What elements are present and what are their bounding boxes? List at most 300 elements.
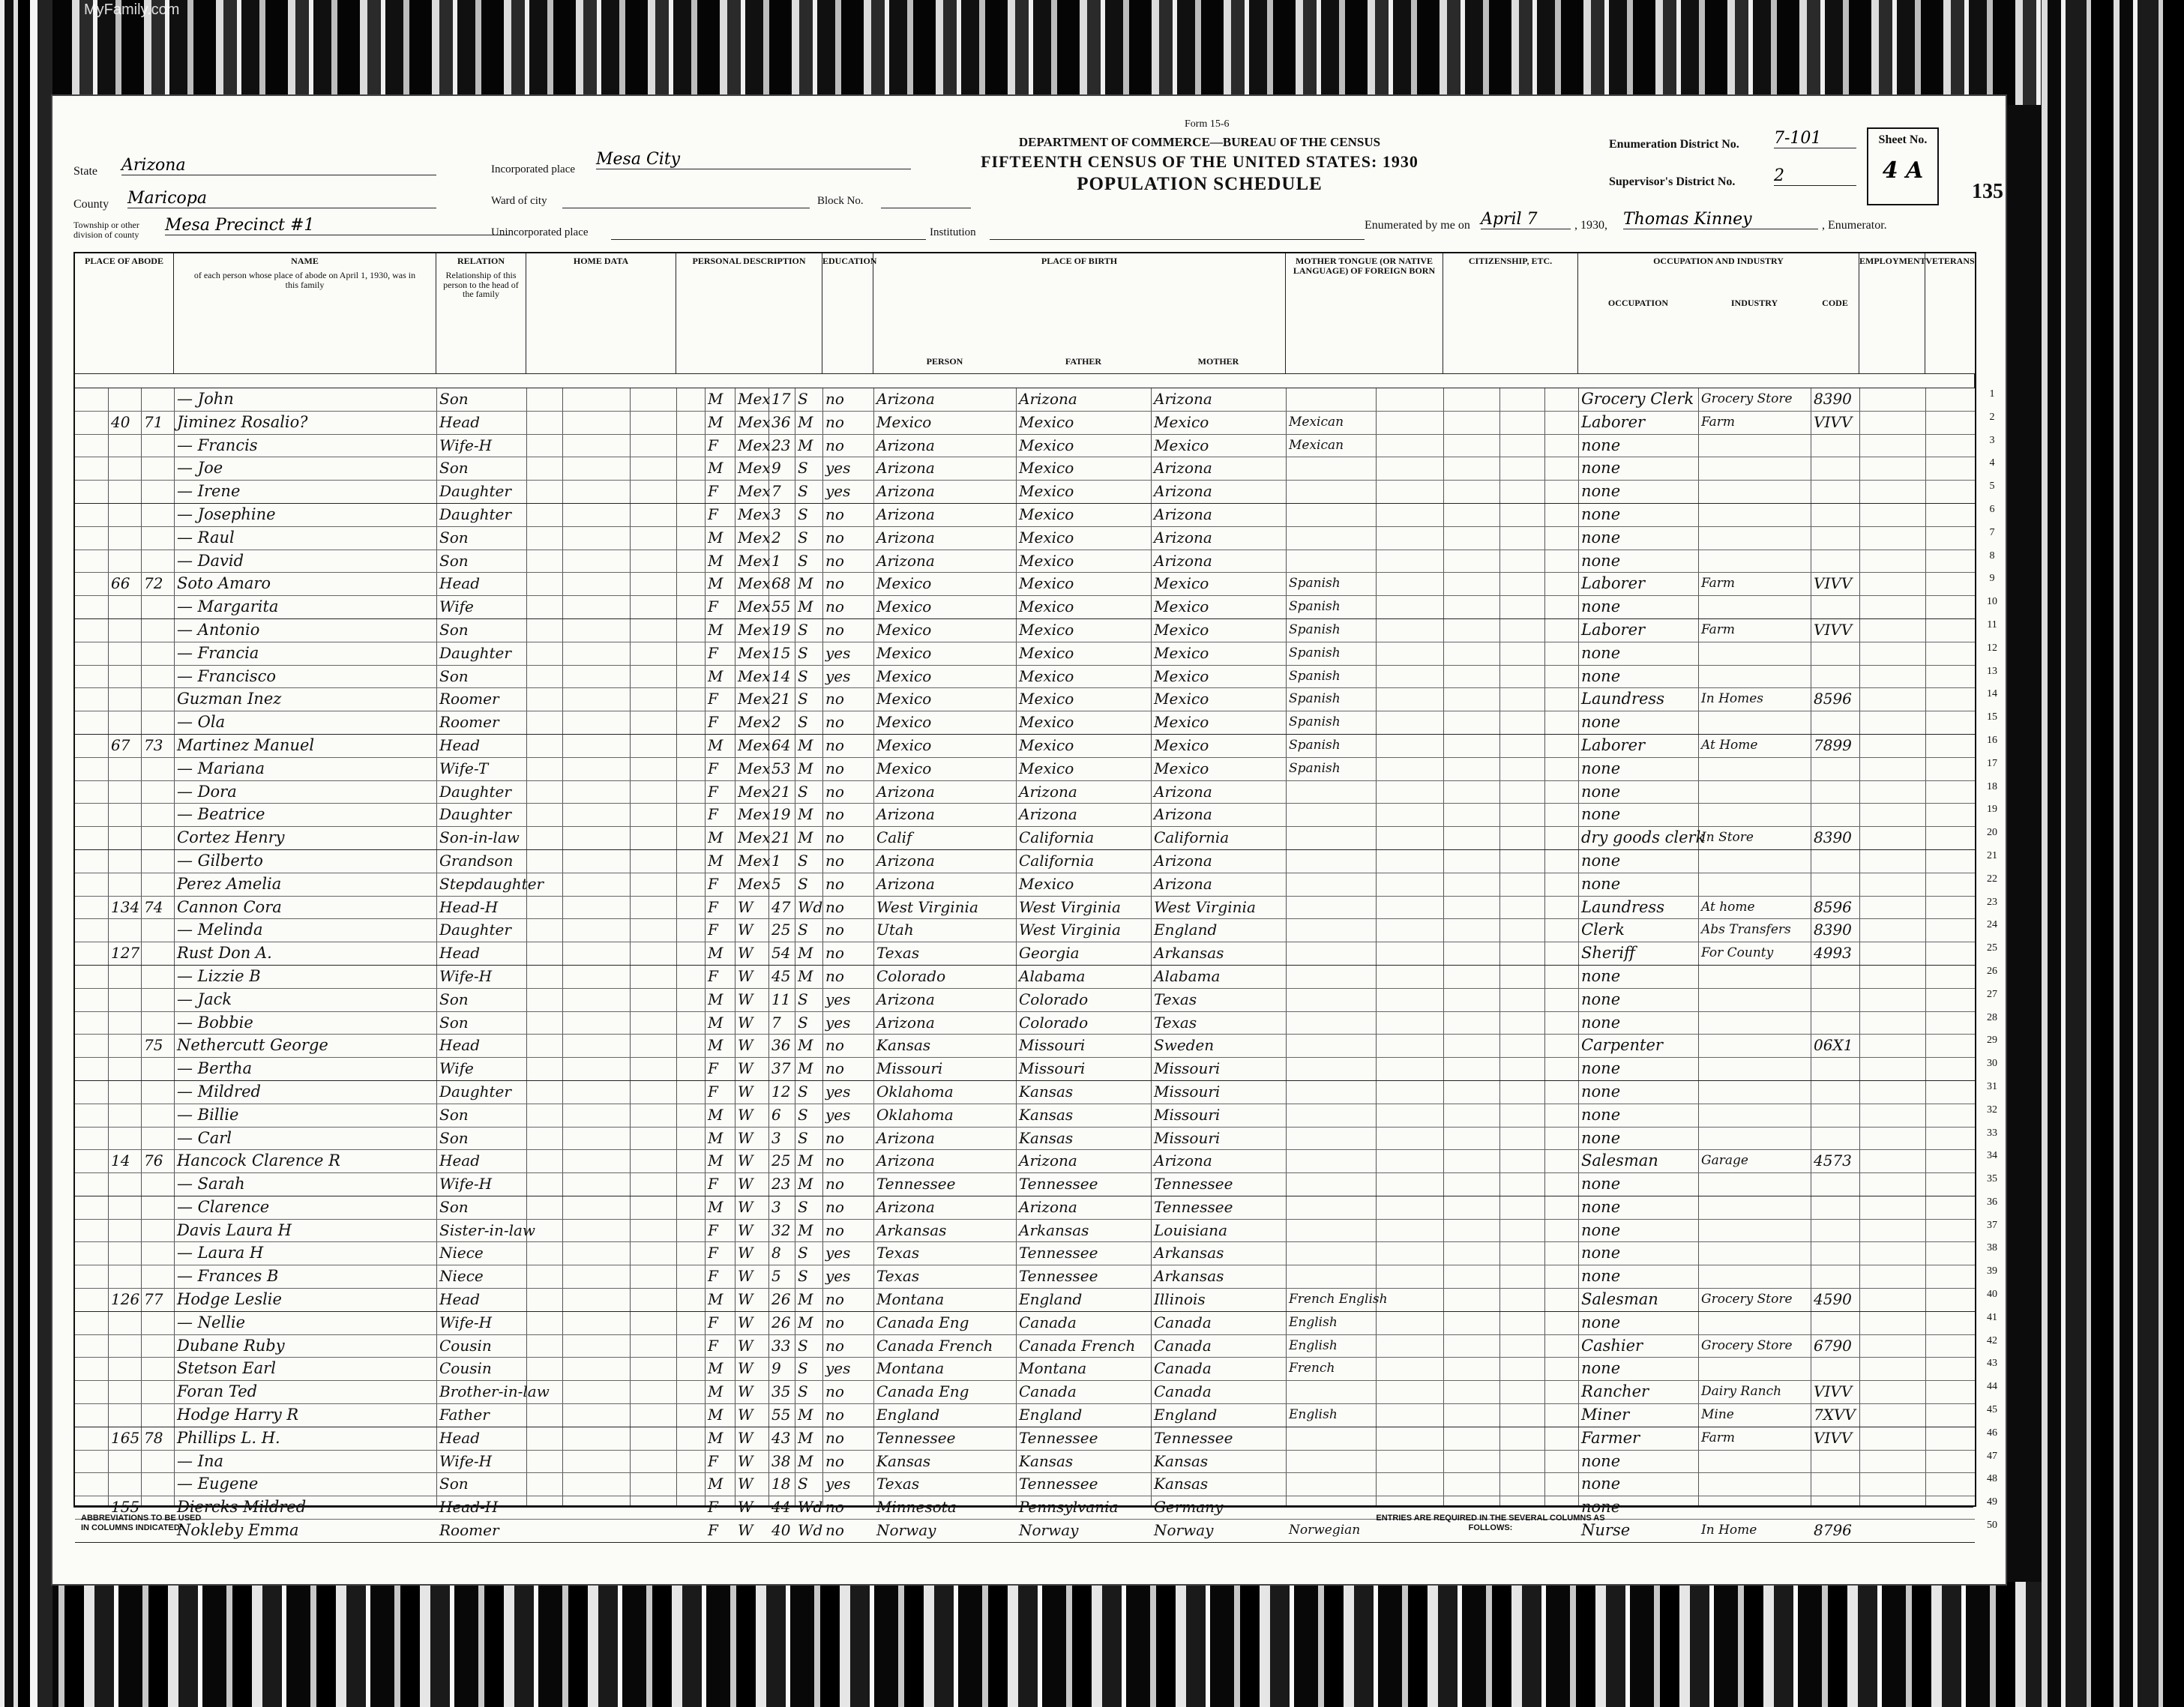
- cell-occ: none: [1581, 666, 1621, 685]
- cell-name: Stetson Earl: [177, 1359, 276, 1378]
- line-number: 15: [1987, 711, 1997, 723]
- cell-code: [1811, 1220, 1859, 1242]
- line-number: 47: [1987, 1450, 1997, 1462]
- cell-father: Canada: [1019, 1313, 1077, 1331]
- cell-race: Mex: [738, 574, 771, 593]
- cell-race: Mex: [738, 851, 771, 870]
- cell-mother: Mexico: [1154, 690, 1209, 708]
- cell-lang: [1286, 850, 1376, 873]
- cell-att: no: [825, 551, 844, 570]
- cell-fam: [141, 1220, 174, 1242]
- line-number: 46: [1987, 1427, 1997, 1439]
- census-row: [75, 1058, 1997, 1081]
- cell-rel: Head-H: [439, 1498, 499, 1517]
- cell-name: — Laura H: [177, 1244, 264, 1262]
- col-home-data: HOME DATA: [526, 253, 676, 373]
- census-row: [75, 827, 1997, 850]
- cell-sex: F: [708, 1175, 718, 1193]
- cell-mother: Tennessee: [1154, 1175, 1233, 1193]
- cell-att: no: [825, 851, 844, 870]
- cell-dw: [108, 1196, 141, 1219]
- cell-occ: none: [1581, 1059, 1621, 1078]
- census-row: [75, 1334, 1997, 1358]
- cell-ms: M: [798, 805, 813, 824]
- cell-name: Hodge Harry R: [177, 1406, 299, 1424]
- line-number: 45: [1987, 1404, 1997, 1416]
- cell-rel: Daughter: [439, 782, 511, 801]
- col-place-of-abode: PLACE OF ABODE: [75, 253, 174, 373]
- cell-sex: F: [708, 897, 718, 916]
- cell-mother: Mexico: [1154, 666, 1209, 685]
- cell-name: — Frances B: [177, 1267, 279, 1286]
- cell-lang: [1286, 827, 1376, 849]
- cell-ind: [1698, 873, 1811, 896]
- cell-birth: Mexico: [876, 574, 932, 593]
- cell-ind: Abs Transfers: [1701, 922, 1791, 938]
- cell-sex: F: [708, 1451, 718, 1470]
- cell-father: Mexico: [1019, 620, 1074, 639]
- cell-sex: F: [708, 1336, 718, 1355]
- cell-name: Cortez Henry: [177, 828, 285, 847]
- cell-mother: Canada: [1154, 1359, 1212, 1378]
- census-row: [75, 757, 1997, 781]
- cell-mother: Kansas: [1154, 1475, 1209, 1493]
- cell-birth: Arizona: [876, 1128, 935, 1147]
- cell-father: Kansas: [1019, 1105, 1074, 1124]
- cell-sex: M: [708, 1197, 724, 1216]
- cell-age: 7: [771, 482, 781, 501]
- cell-name: — Clarence: [177, 1197, 270, 1216]
- cell-race: Mex: [738, 805, 771, 824]
- cell-name: — Sarah: [177, 1175, 245, 1193]
- incorporated-value: Mesa City: [596, 150, 911, 169]
- cell-mother: Arizona: [1154, 805, 1212, 824]
- cell-name: — Francis: [177, 436, 258, 454]
- cell-father: California: [1019, 828, 1095, 847]
- cell-birth: Kansas: [876, 1451, 931, 1470]
- cell-birth: Oklahoma: [876, 1082, 954, 1101]
- cell-race: W: [738, 966, 753, 985]
- cell-mother: Norway: [1154, 1521, 1214, 1540]
- cell-rel: Daughter: [439, 1082, 511, 1101]
- cell-fam: [141, 435, 174, 457]
- cell-dw: [108, 504, 141, 526]
- cell-fam: [141, 1473, 174, 1496]
- watermark: MyFamily.com: [84, 1, 180, 18]
- cell-father: Arizona: [1019, 782, 1077, 801]
- cell-father: Mexico: [1019, 713, 1074, 732]
- cell-ind: [1698, 457, 1811, 480]
- cell-code: [1811, 481, 1859, 503]
- cell-dw: 127: [111, 944, 140, 963]
- cell-ms: S: [798, 1475, 808, 1493]
- cell-occ: Sheriff: [1581, 944, 1635, 963]
- cell-name: Dubane Ruby: [177, 1336, 285, 1355]
- cell-att: no: [825, 1128, 844, 1147]
- cell-race: W: [738, 1220, 753, 1239]
- cell-dw: [108, 1058, 141, 1080]
- cell-race: Mex: [738, 436, 771, 454]
- cell-ms: M: [798, 1290, 813, 1309]
- cell-mother: Kansas: [1154, 1451, 1209, 1470]
- cell-ind: [1698, 1451, 1811, 1473]
- cell-race: W: [738, 1105, 753, 1124]
- census-row: [75, 1173, 1997, 1196]
- census-row: [75, 1473, 1997, 1496]
- cell-code: 4993: [1814, 944, 1852, 963]
- cell-ind: [1698, 435, 1811, 457]
- cell-occ: none: [1581, 874, 1621, 893]
- cell-ind: [1698, 1104, 1811, 1127]
- cell-code: [1811, 1012, 1859, 1035]
- cell-mother: Tennessee: [1154, 1428, 1233, 1447]
- cell-ms: M: [798, 966, 813, 985]
- cell-father: Mexico: [1019, 874, 1074, 893]
- cell-mother: West Virginia: [1154, 897, 1256, 916]
- cell-mother: Mexico: [1154, 436, 1209, 454]
- cell-father: California: [1019, 851, 1095, 870]
- cell-ms: S: [798, 620, 808, 639]
- cell-ms: S: [798, 1359, 808, 1378]
- cell-att: yes: [825, 1475, 851, 1493]
- cell-lang: French: [1289, 1361, 1335, 1376]
- cell-att: no: [825, 1313, 844, 1331]
- line-number: 5: [1989, 481, 1995, 493]
- line-number: 21: [1987, 849, 1997, 861]
- cell-rel: Niece: [439, 1244, 484, 1262]
- cell-dw: [108, 1104, 141, 1127]
- cell-race: Mex: [738, 620, 771, 639]
- cell-occ: none: [1581, 1220, 1621, 1239]
- cell-age: 36: [771, 412, 791, 431]
- sheet-value: 4 A: [1882, 157, 1924, 184]
- census-row: [75, 642, 1997, 666]
- cell-mother: England: [1154, 921, 1218, 939]
- cell-father: Tennessee: [1019, 1428, 1098, 1447]
- line-number: 29: [1987, 1035, 1997, 1047]
- cell-occ: none: [1581, 1105, 1621, 1124]
- cell-ms: S: [798, 1267, 808, 1286]
- state-label: State: [73, 165, 97, 178]
- cell-occ: Cashier: [1581, 1336, 1643, 1355]
- cell-att: no: [825, 1382, 844, 1401]
- cell-att: no: [825, 874, 844, 893]
- cell-ind: Grocery Store: [1701, 1337, 1793, 1353]
- census-row: [75, 573, 1995, 596]
- cell-rel: Son: [439, 620, 469, 639]
- cell-birth: Mexico: [876, 643, 932, 662]
- cell-mother: Mexico: [1154, 643, 1209, 662]
- cell-mother: Mexico: [1154, 759, 1209, 777]
- cell-age: 3: [771, 1128, 781, 1147]
- line-number: 7: [1989, 526, 1995, 538]
- cell-age: 26: [771, 1313, 791, 1331]
- cell-race: Mex: [738, 874, 771, 893]
- cell-mother: Arizona: [1154, 390, 1212, 408]
- cell-code: 8796: [1814, 1521, 1852, 1540]
- line-number: 35: [1987, 1173, 1997, 1185]
- cell-sex: F: [708, 1220, 718, 1239]
- cell-age: 47: [771, 897, 791, 916]
- cell-age: 33: [771, 1336, 791, 1355]
- cell-name: Guzman Inez: [177, 690, 282, 708]
- cell-race: W: [738, 1013, 753, 1032]
- cell-birth: Norway: [876, 1521, 936, 1540]
- cell-ms: S: [798, 782, 808, 801]
- census-row: [75, 1035, 1997, 1058]
- cell-fam: [141, 596, 174, 618]
- cell-ind: [1698, 596, 1811, 618]
- cell-ind: [1698, 1196, 1811, 1219]
- cell-race: W: [738, 1059, 753, 1078]
- cell-father: Arizona: [1019, 805, 1077, 824]
- cell-race: Mex: [738, 597, 771, 616]
- census-row: [75, 596, 1997, 619]
- cell-occ: Miner: [1581, 1406, 1630, 1424]
- census-row: [75, 1358, 1997, 1381]
- cell-fam: [141, 619, 174, 642]
- cell-father: Mexico: [1019, 551, 1074, 570]
- cell-code: [1811, 504, 1859, 526]
- cell-fam: [141, 873, 174, 896]
- cell-fam: [141, 1196, 174, 1219]
- cell-fam: [141, 388, 174, 411]
- cell-lang: [1286, 781, 1376, 804]
- cell-birth: Mexico: [876, 412, 932, 431]
- cell-age: 9: [771, 459, 781, 478]
- cell-occ: none: [1581, 782, 1621, 801]
- cell-fam: 72: [144, 574, 163, 593]
- cell-age: 15: [771, 643, 791, 662]
- cell-race: W: [738, 1498, 753, 1517]
- cell-fam: [141, 850, 174, 873]
- cell-fam: [141, 1404, 174, 1427]
- supervisor-value: 2: [1774, 166, 1856, 186]
- cell-name: — Billie: [177, 1105, 239, 1124]
- cell-race: W: [738, 1267, 753, 1286]
- ward-line: [562, 207, 810, 208]
- cell-ind: Garage: [1701, 1153, 1748, 1169]
- population-rows: [75, 388, 1997, 1543]
- cell-sex: F: [708, 874, 718, 893]
- cell-name: — Gilberto: [177, 851, 263, 870]
- cell-lang: [1286, 504, 1376, 526]
- cell-att: yes: [825, 666, 851, 685]
- cell-name: — Ina: [177, 1451, 224, 1470]
- cell-att: yes: [825, 459, 851, 478]
- cell-fam: [141, 1358, 174, 1380]
- cell-fam: 71: [144, 412, 163, 431]
- cell-lang: [1286, 1220, 1376, 1242]
- cell-code: [1811, 1058, 1859, 1080]
- cell-lang: [1286, 457, 1376, 480]
- cell-mother: Arizona: [1154, 528, 1212, 547]
- cell-sex: F: [708, 1244, 718, 1262]
- cell-ind: [1698, 711, 1811, 734]
- cell-code: [1811, 711, 1859, 734]
- cell-dw: [108, 1381, 141, 1403]
- enumerated-label: Enumerated by me on: [1365, 219, 1470, 232]
- cell-name: Martinez Manuel: [177, 735, 315, 754]
- cell-age: 3: [771, 1197, 781, 1216]
- cell-dw: [108, 1012, 141, 1035]
- cell-fam: [141, 481, 174, 503]
- cell-mother: Arkansas: [1154, 1267, 1224, 1286]
- schedule-title: POPULATION SCHEDULE: [1077, 174, 1323, 194]
- cell-father: West Virginia: [1019, 897, 1121, 916]
- cell-sex: M: [708, 1128, 724, 1147]
- cell-lang: [1286, 1427, 1376, 1450]
- cell-code: [1811, 1358, 1859, 1380]
- cell-sex: M: [708, 1105, 724, 1124]
- cell-code: [1811, 1196, 1859, 1219]
- cell-father: Missouri: [1019, 1036, 1086, 1055]
- cell-birth: Arizona: [876, 1197, 935, 1216]
- cell-age: 43: [771, 1428, 791, 1447]
- cell-rel: Son: [439, 1013, 469, 1032]
- cell-rel: Roomer: [439, 1521, 499, 1540]
- cell-ms: S: [798, 690, 808, 708]
- cell-birth: Mexico: [876, 620, 932, 639]
- cell-code: 06X1: [1814, 1036, 1853, 1055]
- cell-ind: At Home: [1701, 737, 1758, 753]
- cell-sex: M: [708, 1036, 724, 1055]
- cell-lang: [1286, 897, 1376, 919]
- cell-lang: [1286, 1128, 1376, 1150]
- cell-birth: Arkansas: [876, 1220, 947, 1239]
- cell-sex: F: [708, 759, 718, 777]
- cell-ms: M: [798, 1406, 813, 1424]
- cell-ms: M: [798, 412, 813, 431]
- cell-dw: [108, 550, 141, 573]
- cell-occ: none: [1581, 1244, 1621, 1262]
- cell-age: 11: [771, 990, 791, 1008]
- cell-code: [1811, 1128, 1859, 1150]
- cell-ind: [1698, 1081, 1811, 1104]
- cell-lang: [1286, 1173, 1376, 1196]
- cell-age: 9: [771, 1359, 781, 1378]
- cell-sex: F: [708, 597, 718, 616]
- census-row: [75, 1080, 1997, 1104]
- line-number: 32: [1987, 1104, 1997, 1116]
- cell-age: 21: [771, 690, 791, 708]
- line-number: 12: [1987, 642, 1997, 654]
- cell-dw: 40: [111, 412, 130, 431]
- cell-fam: 73: [144, 735, 163, 754]
- line-number: 34: [1987, 1150, 1997, 1162]
- cell-code: 8390: [1814, 921, 1852, 939]
- cell-name: — Ola: [177, 713, 226, 732]
- cell-fam: 76: [144, 1151, 163, 1170]
- cell-lang: [1286, 388, 1376, 411]
- cell-lang: [1286, 1081, 1376, 1104]
- cell-occ: Farmer: [1581, 1428, 1640, 1447]
- cell-ms: S: [798, 921, 808, 939]
- cell-sex: F: [708, 966, 718, 985]
- cell-att: no: [825, 1336, 844, 1355]
- incorporated-label: Incorporated place: [491, 163, 576, 175]
- cell-rel: Wife-H: [439, 1451, 493, 1470]
- census-row: [75, 849, 1997, 873]
- cell-fam: [141, 1128, 174, 1150]
- cell-occ: none: [1581, 1451, 1621, 1470]
- cell-mother: Texas: [1154, 1013, 1197, 1032]
- cell-dw: [108, 688, 141, 711]
- cell-ms: M: [798, 1175, 813, 1193]
- cell-birth: Mexico: [876, 735, 932, 754]
- cell-lang: [1286, 1104, 1376, 1127]
- cell-att: yes: [825, 482, 851, 501]
- cell-birth: Missouri: [876, 1059, 943, 1078]
- enumerated-year: , 1930,: [1574, 219, 1607, 232]
- cell-att: no: [825, 713, 844, 732]
- col-education: EDUCATION: [822, 253, 873, 373]
- census-row: [75, 1196, 1997, 1220]
- census-row: [75, 1127, 1997, 1151]
- cell-code: 8390: [1814, 390, 1852, 408]
- cell-lang: [1286, 966, 1376, 988]
- cell-father: Mexico: [1019, 436, 1074, 454]
- cell-sex: F: [708, 505, 718, 523]
- cell-rel: Son: [439, 528, 469, 547]
- cell-code: 8596: [1814, 690, 1852, 708]
- cell-birth: Mexico: [876, 759, 932, 777]
- cell-code: [1811, 457, 1859, 480]
- cell-father: Arizona: [1019, 390, 1077, 408]
- cell-age: 68: [771, 574, 791, 593]
- institution-label: Institution: [930, 226, 976, 238]
- cell-ms: Wd: [798, 1521, 823, 1540]
- cell-rel: Head: [439, 1290, 481, 1309]
- cell-father: Montana: [1019, 1359, 1087, 1378]
- cell-lang: [1286, 1035, 1376, 1057]
- cell-ms: M: [798, 944, 813, 963]
- cell-name: — Francia: [177, 643, 259, 662]
- cell-mother: Mexico: [1154, 735, 1209, 754]
- cell-ms: S: [798, 643, 808, 662]
- census-row: [75, 434, 1995, 458]
- film-strip-right: [2042, 0, 2184, 1707]
- cell-occ: Clerk: [1581, 921, 1625, 939]
- cell-age: 6: [771, 1105, 781, 1124]
- cell-ms: M: [798, 597, 813, 616]
- cell-birth: Mexico: [876, 690, 932, 708]
- cell-age: 5: [771, 1267, 781, 1286]
- cell-dw: [108, 1265, 141, 1288]
- cell-occ: Nurse: [1581, 1521, 1631, 1540]
- cell-name: — Mariana: [177, 759, 265, 777]
- cell-fam: [141, 1265, 174, 1288]
- cell-occ: none: [1581, 1013, 1621, 1032]
- entries-title: ENTRIES ARE REQUIRED IN THE SEVERAL COLUMNS AS FOLLOWS:: [1376, 1514, 1605, 1532]
- cell-dw: [108, 457, 141, 480]
- cell-ms: M: [798, 436, 813, 454]
- line-number: 42: [1987, 1334, 1997, 1346]
- cell-mother: Germany: [1154, 1498, 1224, 1517]
- col-veterans: VETERANS: [1925, 256, 1975, 266]
- cell-age: 23: [771, 1175, 791, 1193]
- cell-fam: [141, 989, 174, 1011]
- cell-ms: S: [798, 1382, 808, 1401]
- cell-rel: Brother-in-law: [439, 1382, 550, 1401]
- cell-fam: [141, 942, 174, 965]
- cell-code: [1811, 1451, 1859, 1473]
- cell-att: no: [825, 505, 844, 523]
- cell-rel: Head: [439, 1151, 481, 1170]
- census-row: [75, 1427, 1997, 1451]
- cell-name: — Lizzie B: [177, 966, 261, 985]
- cell-fam: [141, 1104, 174, 1127]
